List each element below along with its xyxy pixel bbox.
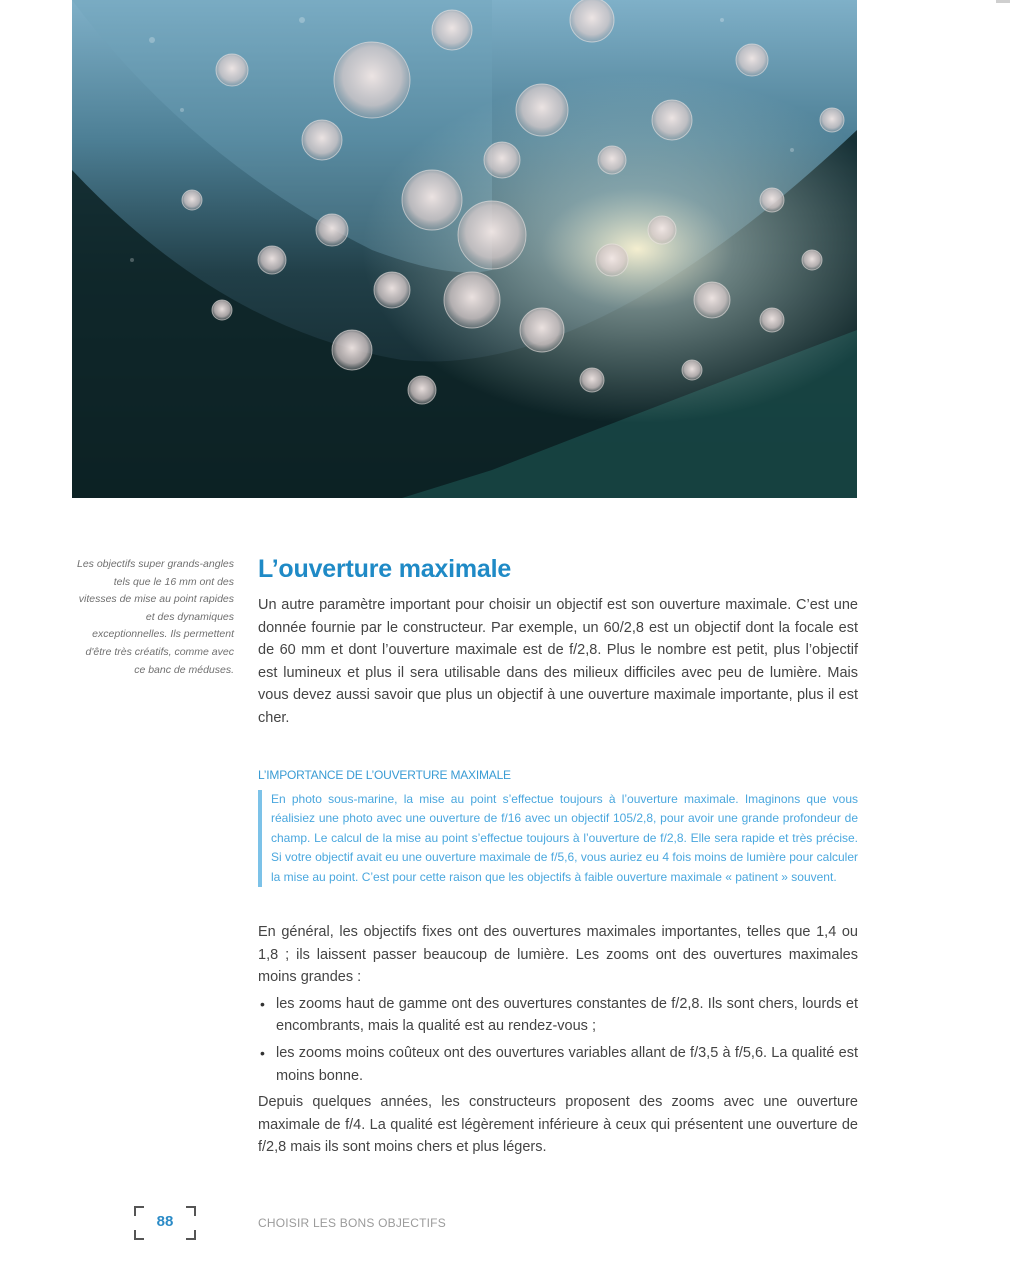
main-content bbox=[258, 552, 858, 1159]
bullet-icon: • bbox=[260, 995, 265, 1012]
jellyfish-photo bbox=[72, 0, 857, 498]
bracket-corner-icon bbox=[186, 1230, 196, 1240]
bullet-list bbox=[258, 993, 858, 1087]
list-item-text: les zooms moins coûteux ont des ouvertures variables allant de f/3,5 à f/5,6. La qualité est moins bonne. bbox=[276, 1045, 858, 1084]
bullet-icon: • bbox=[260, 1045, 265, 1062]
section-heading: L’ouverture maximale bbox=[258, 555, 512, 583]
list-item bbox=[258, 1042, 858, 1087]
page-number: 88 bbox=[156, 1213, 174, 1230]
running-head: CHOISIR LES BONS OBJECTIFS bbox=[258, 1216, 446, 1230]
callout-title: L’IMPORTANCE DE L’OUVERTURE MAXIMALE bbox=[258, 767, 511, 782]
photo-caption: Les objectifs super grands-angles tels que le 16 mm ont des vitesses de mise au point rapides et des dynamiques exceptionnelles. Ils permettent d'être très créatifs, comme avec ce banc de méduses. bbox=[76, 558, 234, 676]
body-paragraph: En général, les objectifs fixes ont des ouvertures maximales importantes, telles que 1,4 ou 1,8 ; ils laissent passer beaucoup de lumière. Les zooms ont des ouvertures maximales moins grandes : bbox=[258, 924, 858, 986]
list-item bbox=[258, 993, 858, 1038]
intro-paragraph: Un autre paramètre important pour choisir un objectif est son ouverture maximale. C’est une donnée fournie par le constructeur. Par exemple, un 60/2,8 est un objectif dont la focale est de 60 mm et dont l’ouverture maximale est de f/2,8. Plus le nombre est petit, plus l’objectif est lumineux et plus il sera utilisable dans des milieux difficiles avec peu de lumière. Mais vous devez aussi savoir que plus un objectif à une ouverture maximale importante, plus il est cher. bbox=[258, 597, 858, 726]
page-number-badge bbox=[134, 1206, 196, 1240]
page-corner-mark bbox=[996, 0, 1010, 3]
callout-box: En photo sous-marine, la mise au point s’effectue toujours à l’ouverture maximale. Imaginons que vous réalisiez une photo avec une ouverture de f/16 avec un objectif 105/2,8, pour avoir une grande profondeur de champ. Le calcul de la mise au point s’effectue toujours à l’ouverture de f/2,8. Elle sera rapide et très précise. Si votre objectif avait eu une ouverture maximale de f/5,6, vous auriez eu 4 fois moins de lumière pour calculer la mise au point. C’est pour cette raison que les objectifs à faible ouverture maximale « patinent » souvent. bbox=[258, 790, 858, 888]
list-item-text: les zooms haut de gamme ont des ouvertures constantes de f/2,8. Ils sont chers, lourds et encombrants, mais la qualité est au rendez-vous ; bbox=[276, 995, 858, 1035]
bracket-corner-icon bbox=[134, 1230, 144, 1240]
closing-paragraph: Depuis quelques années, les constructeurs proposent des zooms avec une ouverture maximale de f/4. La qualité est légèrement inférieure à ceux qui présentent une ouverture de f/2,8 mais ils sont moins chers et plus légers. bbox=[258, 1094, 858, 1156]
